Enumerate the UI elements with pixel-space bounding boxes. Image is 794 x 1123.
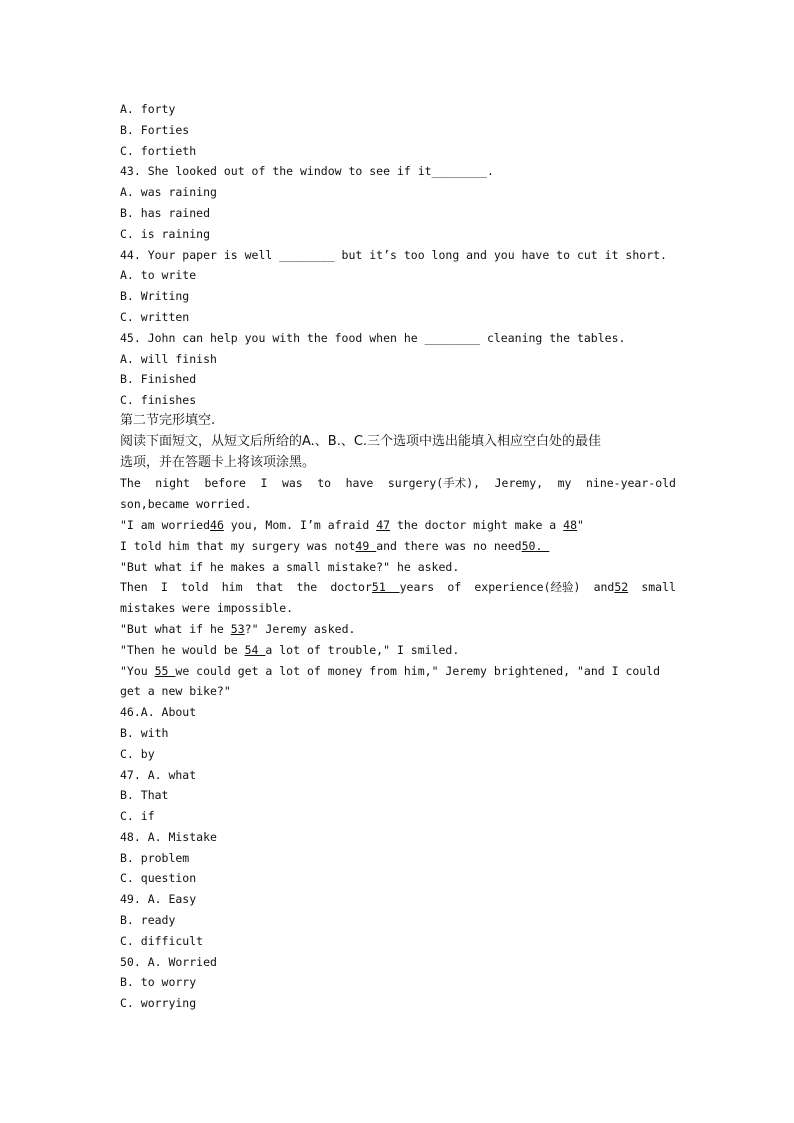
passage-text: " xyxy=(577,517,584,532)
option-44-a: A. to write xyxy=(120,268,197,283)
blank-48: 48 xyxy=(563,517,578,532)
passage-word: that xyxy=(255,580,284,595)
passage-word: Jeremy, xyxy=(494,476,544,491)
passage-word-group xyxy=(594,577,629,598)
passage-line-8 xyxy=(120,619,676,640)
cloze-46-a: 46.A. About xyxy=(120,705,197,720)
cloze-48-b: B. problem xyxy=(120,850,190,865)
passage-line-10 xyxy=(120,661,676,682)
blank-54: 54 xyxy=(244,642,266,657)
passage-word: Then xyxy=(120,580,148,595)
passage-line-4 xyxy=(120,536,676,557)
passage-word-group xyxy=(330,577,434,598)
passage-word: of xyxy=(447,580,462,595)
cloze-49-b: B. ready xyxy=(120,913,176,928)
question-44: 44. Your paper is well ________ but it’s too long and you have to cut it short. xyxy=(120,247,667,262)
passage-word: have xyxy=(345,476,374,491)
option-45-a: A. will finish xyxy=(120,351,217,366)
passage-text: the doctor might make a xyxy=(390,517,564,532)
passage-text: I told him that my surgery was not xyxy=(120,538,356,553)
blank-49: 49 xyxy=(355,538,377,553)
blank-50: 50. xyxy=(521,538,550,553)
question-45: 45. John can help you with the food when he ________ cleaning the tables. xyxy=(120,330,626,345)
cloze-48-a: 48. A. Mistake xyxy=(120,829,217,844)
question-43: 43. She looked out of the window to see if it________. xyxy=(120,164,494,179)
passage-text: "Then he would be xyxy=(120,642,245,657)
option-44-c: C. written xyxy=(120,309,190,324)
passage-line-9 xyxy=(120,640,676,661)
passage-line-11: get a new bike?" xyxy=(120,684,231,699)
passage-word: years xyxy=(399,580,435,595)
passage-word: and xyxy=(593,580,615,595)
document-page xyxy=(120,99,676,1014)
blank-53: 53 xyxy=(230,621,245,636)
passage-line-1 xyxy=(120,473,676,494)
passage-word: surgery(手术), xyxy=(387,476,481,491)
passage-text: you, Mom. I’m afraid xyxy=(223,517,377,532)
cloze-50-c: C. worrying xyxy=(120,996,197,1011)
passage-word: my xyxy=(557,476,572,491)
passage-line-5: "But what if he makes a small mistake?" he asked. xyxy=(120,559,460,574)
cloze-50-b: B. to worry xyxy=(120,975,197,990)
cloze-47-c: C. if xyxy=(120,809,155,824)
passage-text: and there was no need xyxy=(376,538,522,553)
option-45-c: C. finishes xyxy=(120,393,197,408)
cloze-49-c: C. difficult xyxy=(120,933,204,948)
passage-word: night xyxy=(155,476,190,491)
passage-word: doctor xyxy=(330,580,372,595)
section-title: 第二节完形填空. xyxy=(120,412,216,428)
passage-line-3 xyxy=(120,515,676,536)
passage-text: "But what if he xyxy=(120,621,231,636)
cloze-50-a: 50. A. Worried xyxy=(120,954,217,969)
blank-46: 46 xyxy=(210,517,224,532)
cloze-49-a: 49. A. Easy xyxy=(120,892,197,907)
option-44-b: B. Writing xyxy=(120,289,190,304)
section-instruction-cont: 选项，并在答题卡上将该项涂黑。 xyxy=(120,454,316,470)
passage-word: was xyxy=(281,476,303,491)
passage-word: The xyxy=(120,476,141,491)
option-43-b: B. has rained xyxy=(120,205,211,220)
section-instruction: 阅读下面短文，从短文后所给的A.、B.、C.三个选项中选出能填入相应空白处的最佳 xyxy=(120,433,602,449)
option-42-b: B. Forties xyxy=(120,122,190,137)
passage-line-6 xyxy=(120,577,676,598)
cloze-48-c: C. question xyxy=(120,871,197,886)
blank-55: 55 xyxy=(154,663,176,678)
passage-text: "You xyxy=(120,663,155,678)
blank-51: 51 xyxy=(371,580,400,595)
passage-text: "I am worried xyxy=(120,517,211,532)
passage-word: to xyxy=(317,476,332,491)
option-43-a: A. was raining xyxy=(120,185,217,200)
cloze-46-b: B. with xyxy=(120,725,169,740)
option-45-b: B. Finished xyxy=(120,372,197,387)
passage-word: the xyxy=(296,580,318,595)
passage-text: ?" Jeremy asked. xyxy=(244,621,356,636)
option-42-c: C. fortieth xyxy=(120,143,197,158)
passage-word: him xyxy=(221,580,243,595)
option-42-a: A. forty xyxy=(120,102,176,116)
passage-text: we could get a lot of money from him," Jeremy brightened, "and I could xyxy=(175,663,661,678)
cloze-47-a: 47. A. what xyxy=(120,767,197,782)
passage-word: small xyxy=(641,580,676,595)
passage-line-7: mistakes were impossible. xyxy=(120,601,294,616)
passage-line-2: son,became worried. xyxy=(120,497,252,512)
blank-52: 52 xyxy=(614,580,629,595)
passage-word: before xyxy=(204,476,246,491)
passage-word: told xyxy=(180,580,209,595)
passage-word: I xyxy=(160,580,168,595)
cloze-47-b: B. That xyxy=(120,788,169,803)
passage-word: nine-year-old xyxy=(585,476,676,491)
passage-word: I xyxy=(260,476,268,491)
option-43-c: C. is raining xyxy=(120,226,211,241)
passage-word: experience(经验) xyxy=(474,580,581,595)
blank-47: 47 xyxy=(376,517,391,532)
cloze-46-c: C. by xyxy=(120,746,155,761)
passage-text: a lot of trouble," I smiled. xyxy=(265,642,460,657)
